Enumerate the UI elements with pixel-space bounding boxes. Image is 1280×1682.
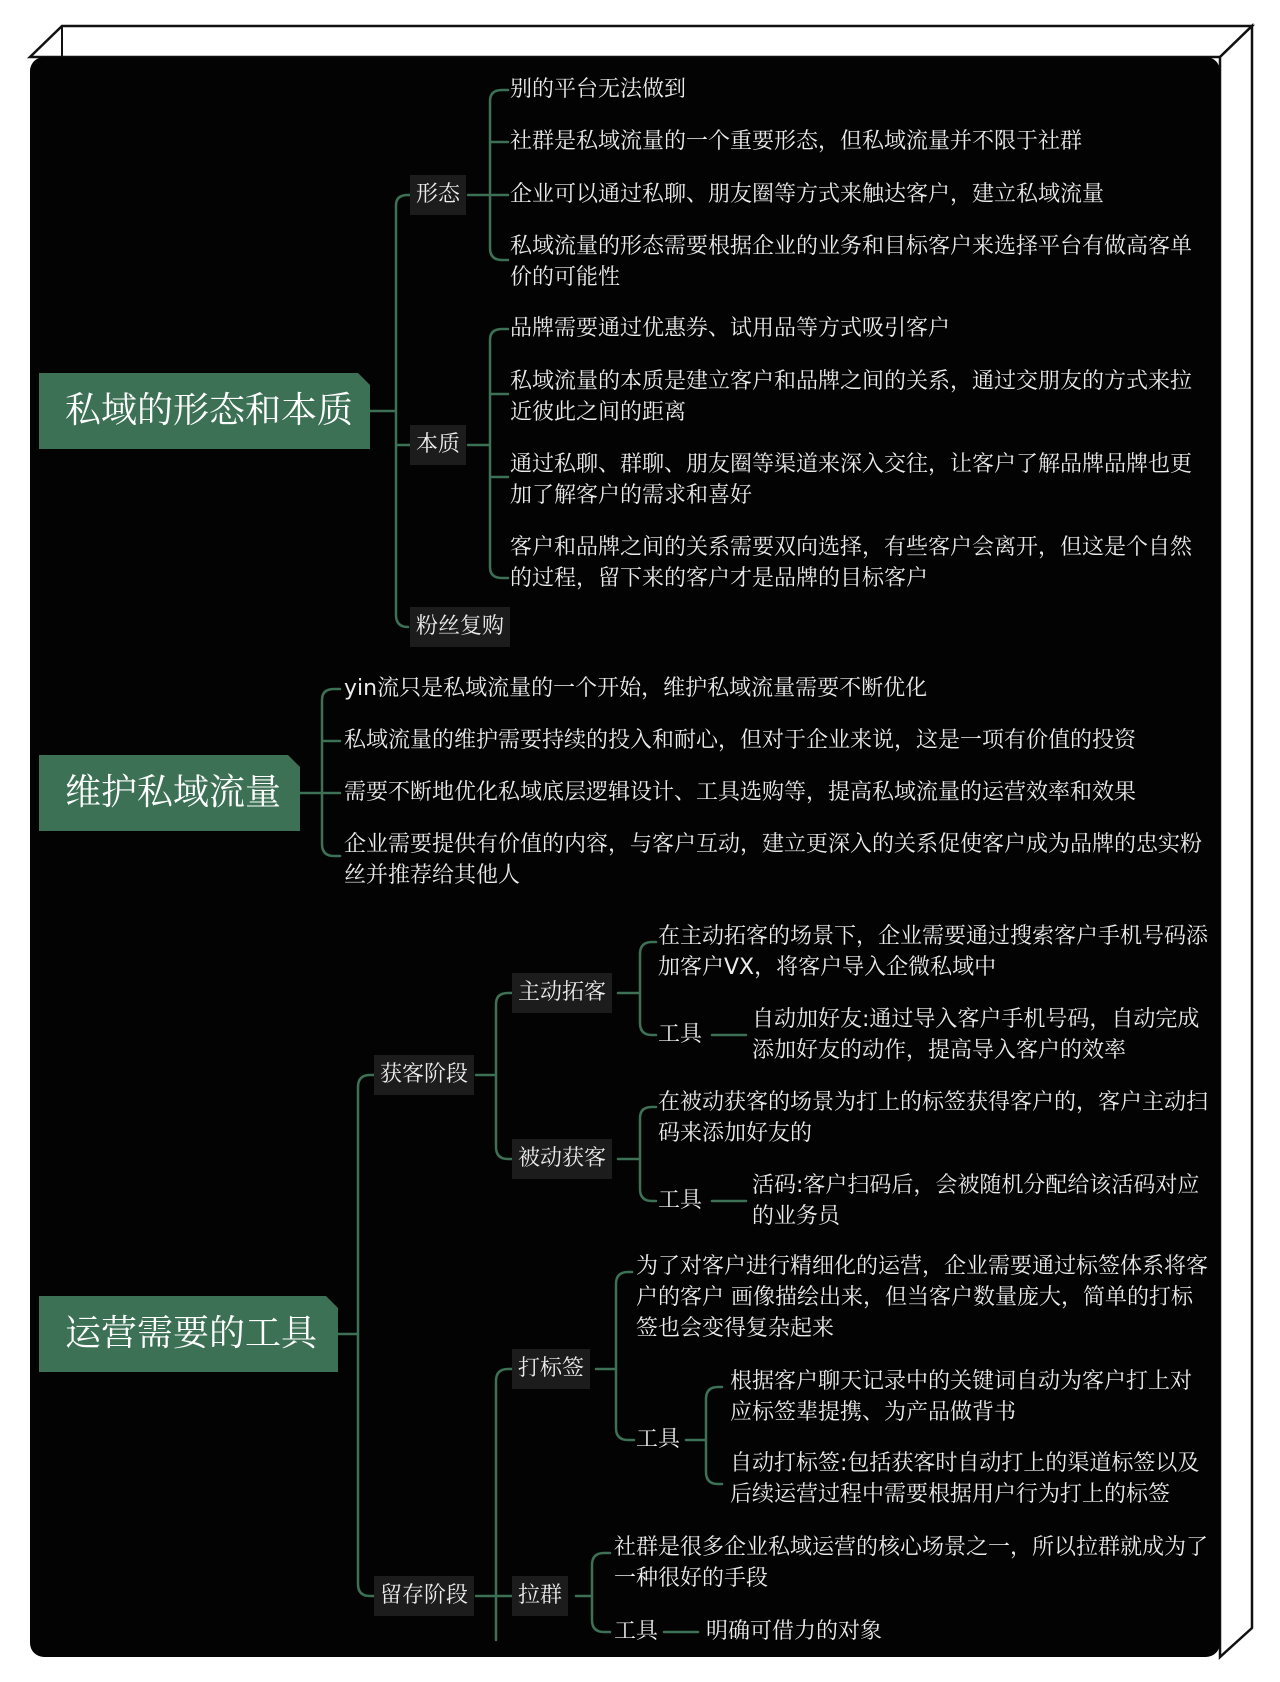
main-topic-2: 维护私域流量 [39,755,300,831]
leaf-text: 私域流量的维护需要持续的投入和耐心，但对于企业来说，这是一项有价值的投资 [344,728,1137,753]
leaf-text: 社群是私域流量的一个重要形态，但私域流量并不限于社群 [510,129,1083,154]
leaf-text: 活码:客户扫码后，会被随机分配给该活码对应的业务员 [752,1173,1200,1229]
leaf-text: 企业可以通过私聊、朋友圈等方式来触达客户，建立私域流量 [510,182,1105,207]
tool-label: 工具 [658,1022,703,1047]
branch-laqun: 拉群 [512,1576,568,1616]
branch-beidong-huoke: 被动获客 [512,1139,612,1179]
leaf-text: 在被动获客的场景为打上的标签获得客户的，客户主动扫码来添加好友的 [658,1090,1209,1146]
branch-dabiaoqian: 打标签 [512,1349,590,1389]
leaf-text: 客户和品牌之间的关系需要双向选择，有些客户会离开，但这是个自然的过程，留下来的客户才是品牌的目标客户 [510,535,1193,591]
leaf-text: 为了对客户进行精细化的运营，企业需要通过标签体系将客户的客户 画像描绘出来，但当客户数量庞大，简单的打标签也会变得复杂起来 [636,1254,1209,1341]
leaf-text: 品牌需要通过优惠券、试用品等方式吸引客户 [510,316,951,341]
branch-zhudong-tuoke: 主动拓客 [512,973,612,1013]
leaf-text: 根据客户聊天记录中的关键词自动为客户打上对应标签辈提携、为产品做背书 [730,1369,1193,1425]
tool-label: 工具 [614,1619,659,1644]
leaf-text: 通过私聊、群聊、朋友圈等渠道来深入交往，让客户了解品牌品牌也更加了解客户的需求和喜好 [510,452,1193,508]
subtopic-fensi-fugou: 粉丝复购 [410,607,510,647]
leaf-text: 需要不断地优化私域底层逻辑设计、工具选购等，提高私域流量的运营效率和效果 [344,780,1137,805]
leaf-text: 私域流量的形态需要根据企业的业务和目标客户来选择平台有做高客单价的可能性 [510,234,1193,290]
leaf-text: 社群是很多企业私域运营的核心场景之一，所以拉群就成为了一种很好的手段 [614,1535,1209,1591]
leaf-text: 私域流量的本质是建立客户和品牌之间的关系，通过交朋友的方式来拉近彼此之间的距离 [510,369,1193,425]
subtopic-xingtai: 形态 [410,175,466,215]
stage-liucun: 留存阶段 [374,1576,474,1616]
leaf-text: yin流只是私域流量的一个开始，维护私域流量需要不断优化 [344,676,928,701]
tool-label: 工具 [636,1427,681,1452]
leaf-text: 明确可借力的对象 [706,1619,883,1644]
main-topic-3: 运营需要的工具 [39,1296,338,1372]
main-topic-1: 私域的形态和本质 [39,373,370,449]
subtopic-benzhi: 本质 [410,425,466,465]
leaf-text: 在主动拓客的场景下，企业需要通过搜索客户手机号码添加客户VX，将客户导入企微私域中 [658,924,1209,980]
leaf-text: 自动打标签:包括获客时自动打上的渠道标签以及后续运营过程中需要根据用户行为打上的标签 [730,1451,1200,1507]
leaf-text: 企业需要提供有价值的内容，与客户互动，建立更深入的关系促使客户成为品牌的忠实粉丝并推荐给其他人 [344,832,1203,888]
tool-label: 工具 [658,1188,703,1213]
leaf-text: 自动加好友:通过导入客户手机号码，自动完成添加好友的动作，提高导入客户的效率 [752,1007,1200,1063]
leaf-text: 别的平台无法做到 [510,77,687,102]
stage-huoke: 获客阶段 [374,1055,474,1095]
